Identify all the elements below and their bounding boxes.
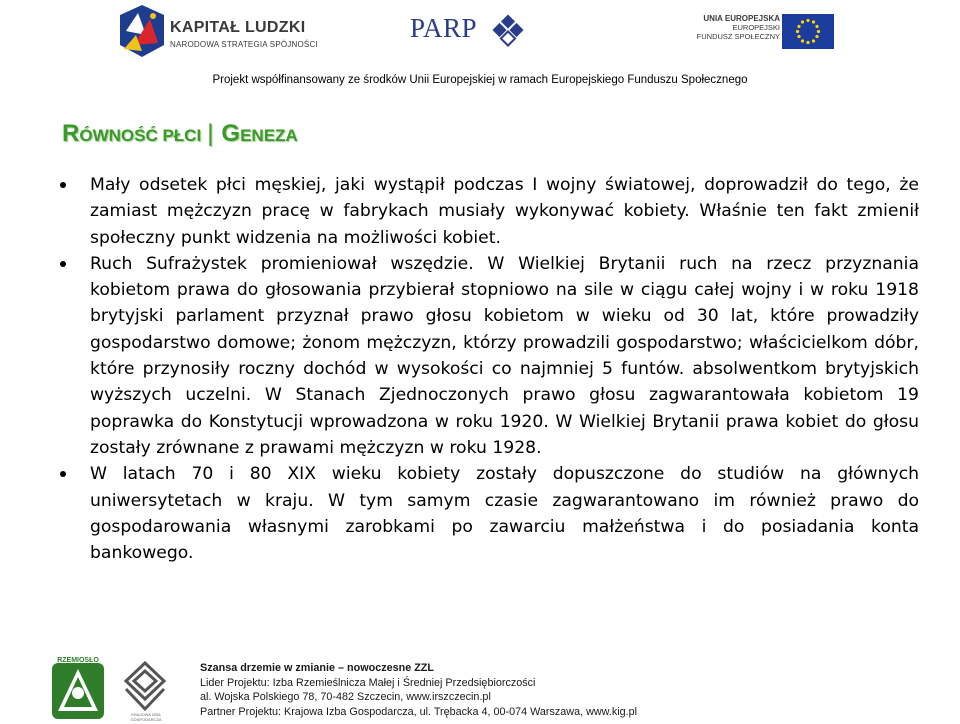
eu-logo xyxy=(696,14,840,50)
footer-leader: Lider Projektu: Izba Rzemieślnicza Małej i Średniej Przedsiębiorczości xyxy=(200,676,536,689)
footer-partner: Partner Projektu: Krajowa Izba Gospodarcza, ul. Trębacka 4, 00-074 Warszawa, www.kig.pl xyxy=(200,705,638,718)
bullet-text: Mały odsetek płci męskiej, jaki wystąpił podczas I wojny światowej, doprowadził do tego, że zamiast mężczyzn pracę w fabrykach musiały wykonywać kobiety. Właśnie ten fakt zmienił społeczny punkt widzenia na możliwości kobiet. xyxy=(90,175,919,248)
rzemioslo-logo-icon xyxy=(50,655,106,721)
parp-name: PARP xyxy=(410,13,478,43)
eu-line-2: EUROPEJSKI xyxy=(732,23,780,32)
bullet-dot-icon xyxy=(60,471,66,477)
bullet-item xyxy=(57,251,919,461)
bullet-item xyxy=(57,172,919,251)
kapital-ludzki-logo xyxy=(120,5,318,57)
bullet-list xyxy=(57,172,919,566)
kig-logo-icon xyxy=(122,655,168,719)
bullet-dot-icon xyxy=(60,261,66,267)
title-part-2: GENEZA xyxy=(221,120,298,147)
title-part-1: RÓWNOŚĆ PŁCI xyxy=(62,120,202,147)
footer-info xyxy=(200,661,637,719)
bullet-text: W latach 70 i 80 XIX wieku kobiety zostały dopuszczone do studiów na głównych uniwersytetach w kraju. W tym samym czasie zagwarantowano im również prawo do gospodarowania własnymi zarobkami po zawarciu małżeństwa i do posiadania konta bankowego. xyxy=(90,464,919,564)
footer-project-title: Szansa drzemie w zmianie – nowoczesne ZZL xyxy=(200,662,434,674)
rzemioslo-logo-text: RZEMIOSŁO xyxy=(57,657,99,664)
project-cofinancing-line: Projekt współfinansowany ze środków Unii Europejskiej w ramach Europejskiego Funduszu Społecznego xyxy=(212,74,748,86)
kig-logo-caption: KRAJOWA IZBA GOSPODARCZA xyxy=(130,712,162,722)
parp-diamond-icon xyxy=(490,12,526,48)
bullet-dot-icon xyxy=(60,182,66,188)
kapital-ludzki-title: KAPITAŁ LUDZKI xyxy=(170,19,306,36)
footer-address: al. Wojska Polskiego 78, 70-482 Szczecin, www.irszczecin.pl xyxy=(200,691,491,704)
eu-line-3: FUNDUSZ SPOŁECZNY xyxy=(696,32,780,41)
parp-logo xyxy=(410,12,530,48)
bullet-item xyxy=(57,461,919,566)
eu-flag-icon xyxy=(782,14,834,49)
eu-line-1: UNIA EUROPEJSKA xyxy=(703,14,780,23)
kapital-ludzki-emblem-icon xyxy=(120,5,164,57)
kapital-ludzki-subtitle: NARODOWA STRATEGIA SPÓJNOŚCI xyxy=(170,40,318,49)
title-separator: | xyxy=(207,120,214,147)
eu-text-block xyxy=(697,14,780,41)
slide-title xyxy=(62,120,298,148)
bullet-text: Ruch Sufrażystek promieniował wszędzie. W Wielkiej Brytanii ruch na rzecz przyznania kobietom prawa do głosowania przybierał stopniowo na sile w ciągu całej wojny i w roku 1918 brytyjski parlament przyznał prawo głosu kobietom w wieku od 30 lat, które prowadziły gospodarstwo domowe; żonom mężczyzn, którzy prowadzili gospodarstwo; właścicielkom dóbr, które przynosiły roczny dochód w wysokości co najmniej 5 funtów. absolwentkom brytyjskich wyższych uczelni. W Stanach Zjednoczonych prawo głosu zagwarantowała kobietom 19 poprawka do Konstytucji wprowadzona w roku 1920. W Wielkiej Brytanii prawa kobiet do głosu zostały zrównane z prawami mężczyzn w roku 1928. xyxy=(90,253,919,458)
